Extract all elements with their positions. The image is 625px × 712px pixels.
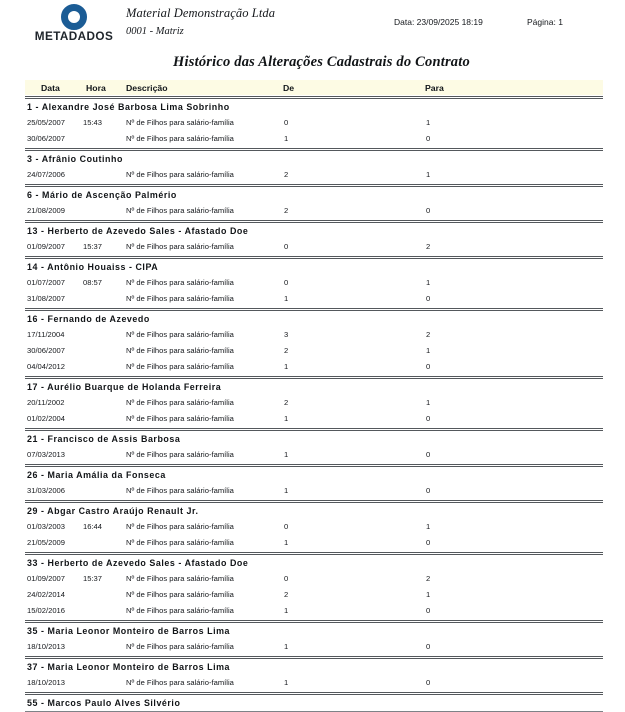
employee-group-title: 1 - Alexandre José Barbosa Lima Sobrinho [27,102,230,112]
from-value-cell: 2 [284,346,289,355]
employee-group-title: 17 - Aurélio Buarque de Holanda Ferreira [27,382,222,392]
date-cell: 21/05/2009 [27,538,66,547]
date-cell: 01/07/2007 [27,278,66,287]
to-value-cell: 1 [426,278,431,287]
to-value-cell: 0 [426,538,431,547]
employee-group-title: 13 - Herberto de Azevedo Sales - Afastado Doe [27,226,249,236]
table-body [25,99,603,712]
table-row [25,411,603,427]
report-date: Data: 23/09/2025 18:19 [394,17,483,27]
description-cell: Nº de Filhos para salário-família [126,642,234,651]
employee-group-title: 33 - Herberto de Azevedo Sales - Afastado Doe [27,558,249,568]
from-value-cell: 3 [284,330,289,339]
ring-logo-icon [61,4,87,30]
table-row [25,131,603,147]
table-row [25,275,603,291]
table-row [25,167,603,183]
from-value-cell: 1 [284,642,289,651]
company-name: Material Demonstração Ltda [126,6,276,20]
date-cell: 04/04/2012 [27,362,66,371]
employee-group [25,623,603,659]
date-cell: 30/06/2007 [27,346,66,355]
table-row [25,359,603,375]
column-header-para: Para [425,83,444,93]
to-value-cell: 0 [426,206,431,215]
employee-group [25,223,603,259]
table-row [25,603,603,619]
to-value-cell: 0 [426,414,431,423]
table-row [25,447,603,463]
employee-group [25,259,603,311]
table-row [25,571,603,587]
employee-group [25,467,603,503]
to-value-cell: 0 [426,134,431,143]
to-value-cell: 1 [426,346,431,355]
from-value-cell: 0 [284,522,289,531]
from-value-cell: 2 [284,206,289,215]
from-value-cell: 2 [284,398,289,407]
table-row [25,327,603,343]
time-cell: 16:44 [83,522,103,531]
to-value-cell: 1 [426,522,431,531]
to-value-cell: 1 [426,118,431,127]
description-cell: Nº de Filhos para salário-família [126,206,234,215]
description-cell: Nº de Filhos para salário-família [126,450,234,459]
from-value-cell: 0 [284,574,289,583]
description-cell: Nº de Filhos para salário-família [126,522,234,531]
employee-group-title: 35 - Maria Leonor Monteiro de Barros Lima [27,626,231,636]
to-value-cell: 1 [426,170,431,179]
history-table [25,80,603,712]
description-cell: Nº de Filhos para salário-família [126,346,234,355]
date-cell: 24/02/2014 [27,590,66,599]
description-cell: Nº de Filhos para salário-família [126,414,234,423]
table-row [25,239,603,255]
from-value-cell: 1 [284,486,289,495]
description-cell: Nº de Filhos para salário-família [126,590,234,599]
description-cell: Nº de Filhos para salário-família [126,278,234,287]
description-cell: Nº de Filhos para salário-família [126,398,234,407]
from-value-cell: 2 [284,170,289,179]
from-value-cell: 1 [284,606,289,615]
to-value-cell: 2 [426,330,431,339]
date-cell: 20/11/2002 [27,398,65,407]
employee-group [25,379,603,431]
table-row [25,519,603,535]
logo-wordmark: METADADOS [34,31,114,43]
time-cell: 15:37 [83,574,103,583]
to-value-cell: 2 [426,242,431,251]
table-row [25,115,603,131]
employee-group [25,187,603,223]
employee-group-title: 16 - Fernando de Azevedo [27,314,150,324]
description-cell: Nº de Filhos para salário-família [126,362,234,371]
to-value-cell: 0 [426,362,431,371]
table-row [25,675,603,691]
employee-group [25,659,603,695]
to-value-cell: 1 [426,590,431,599]
from-value-cell: 0 [284,278,289,287]
table-row [25,395,603,411]
company-branch: 0001 - Matriz [126,26,184,37]
date-cell: 07/03/2013 [27,450,66,459]
date-cell: 01/02/2004 [27,414,66,423]
description-cell: Nº de Filhos para salário-família [126,678,234,687]
from-value-cell: 1 [284,450,289,459]
from-value-cell: 1 [284,678,289,687]
date-cell: 18/10/2013 [27,678,66,687]
employee-group-title: 6 - Mário de Ascenção Palmério [27,190,177,200]
employee-group-title: 37 - Maria Leonor Monteiro de Barros Lima [27,662,231,672]
from-value-cell: 1 [284,294,289,303]
employee-group-title: 21 - Francisco de Assis Barbosa [27,434,181,444]
description-cell: Nº de Filhos para salário-família [126,574,234,583]
to-value-cell: 0 [426,294,431,303]
description-cell: Nº de Filhos para salário-família [126,242,234,251]
date-cell: 24/07/2006 [27,170,66,179]
employee-group [25,151,603,187]
page-title: Histórico das Alterações Cadastrais do Contrato [173,54,470,70]
table-row [25,639,603,655]
from-value-cell: 1 [284,134,289,143]
from-value-cell: 0 [284,118,289,127]
employee-group-title: 26 - Maria Amália da Fonseca [27,470,166,480]
description-cell: Nº de Filhos para salário-família [126,538,234,547]
from-value-cell: 1 [284,362,289,371]
document-header [0,0,625,51]
date-cell: 30/06/2007 [27,134,66,143]
to-value-cell: 0 [426,642,431,651]
date-cell: 15/02/2016 [27,606,66,615]
employee-group [25,311,603,379]
from-value-cell: 1 [284,414,289,423]
time-cell: 08:57 [83,278,103,287]
column-header-hora: Hora [86,83,106,93]
to-value-cell: 0 [426,606,431,615]
employee-group [25,695,603,712]
date-cell: 25/05/2007 [27,118,66,127]
employee-group-title: 29 - Abgar Castro Araújo Renault Jr. [27,506,199,516]
employee-group [25,503,603,555]
table-header-row [25,80,603,95]
table-row [25,535,603,551]
table-row [25,483,603,499]
description-cell: Nº de Filhos para salário-família [126,134,234,143]
employee-group-title: 14 - Antônio Houaiss - CIPA [27,262,159,272]
date-cell: 17/11/2004 [27,330,65,339]
employee-group [25,431,603,467]
date-cell: 01/09/2007 [27,242,66,251]
from-value-cell: 2 [284,590,289,599]
company-logo [28,4,120,43]
from-value-cell: 1 [284,538,289,547]
date-cell: 18/10/2013 [27,642,66,651]
time-cell: 15:37 [83,242,103,251]
employee-group-title: 55 - Marcos Paulo Alves Silvério [27,698,181,708]
description-cell: Nº de Filhos para salário-família [126,170,234,179]
table-row [25,203,603,219]
to-value-cell: 0 [426,486,431,495]
date-cell: 01/03/2003 [27,522,66,531]
to-value-cell: 1 [426,398,431,407]
date-cell: 01/09/2007 [27,574,66,583]
to-value-cell: 2 [426,574,431,583]
from-value-cell: 0 [284,242,289,251]
date-cell: 31/03/2006 [27,486,66,495]
table-row [25,343,603,359]
date-cell: 21/08/2009 [27,206,66,215]
to-value-cell: 0 [426,678,431,687]
description-cell: Nº de Filhos para salário-família [126,606,234,615]
date-cell: 31/08/2007 [27,294,66,303]
employee-group [25,555,603,623]
description-cell: Nº de Filhos para salário-família [126,330,234,339]
description-cell: Nº de Filhos para salário-família [126,486,234,495]
table-row [25,587,603,603]
column-header-descricao: Descrição [126,83,168,93]
employee-group [25,99,603,151]
description-cell: Nº de Filhos para salário-família [126,294,234,303]
description-cell: Nº de Filhos para salário-família [126,118,234,127]
column-header-data: Data [41,83,60,93]
employee-group-title: 3 - Afrânio Coutinho [27,154,123,164]
report-page-number: Página: 1 [527,17,563,27]
to-value-cell: 0 [426,450,431,459]
table-row [25,291,603,307]
company-info [126,6,275,37]
column-header-de: De [283,83,295,93]
time-cell: 15:43 [83,118,103,127]
